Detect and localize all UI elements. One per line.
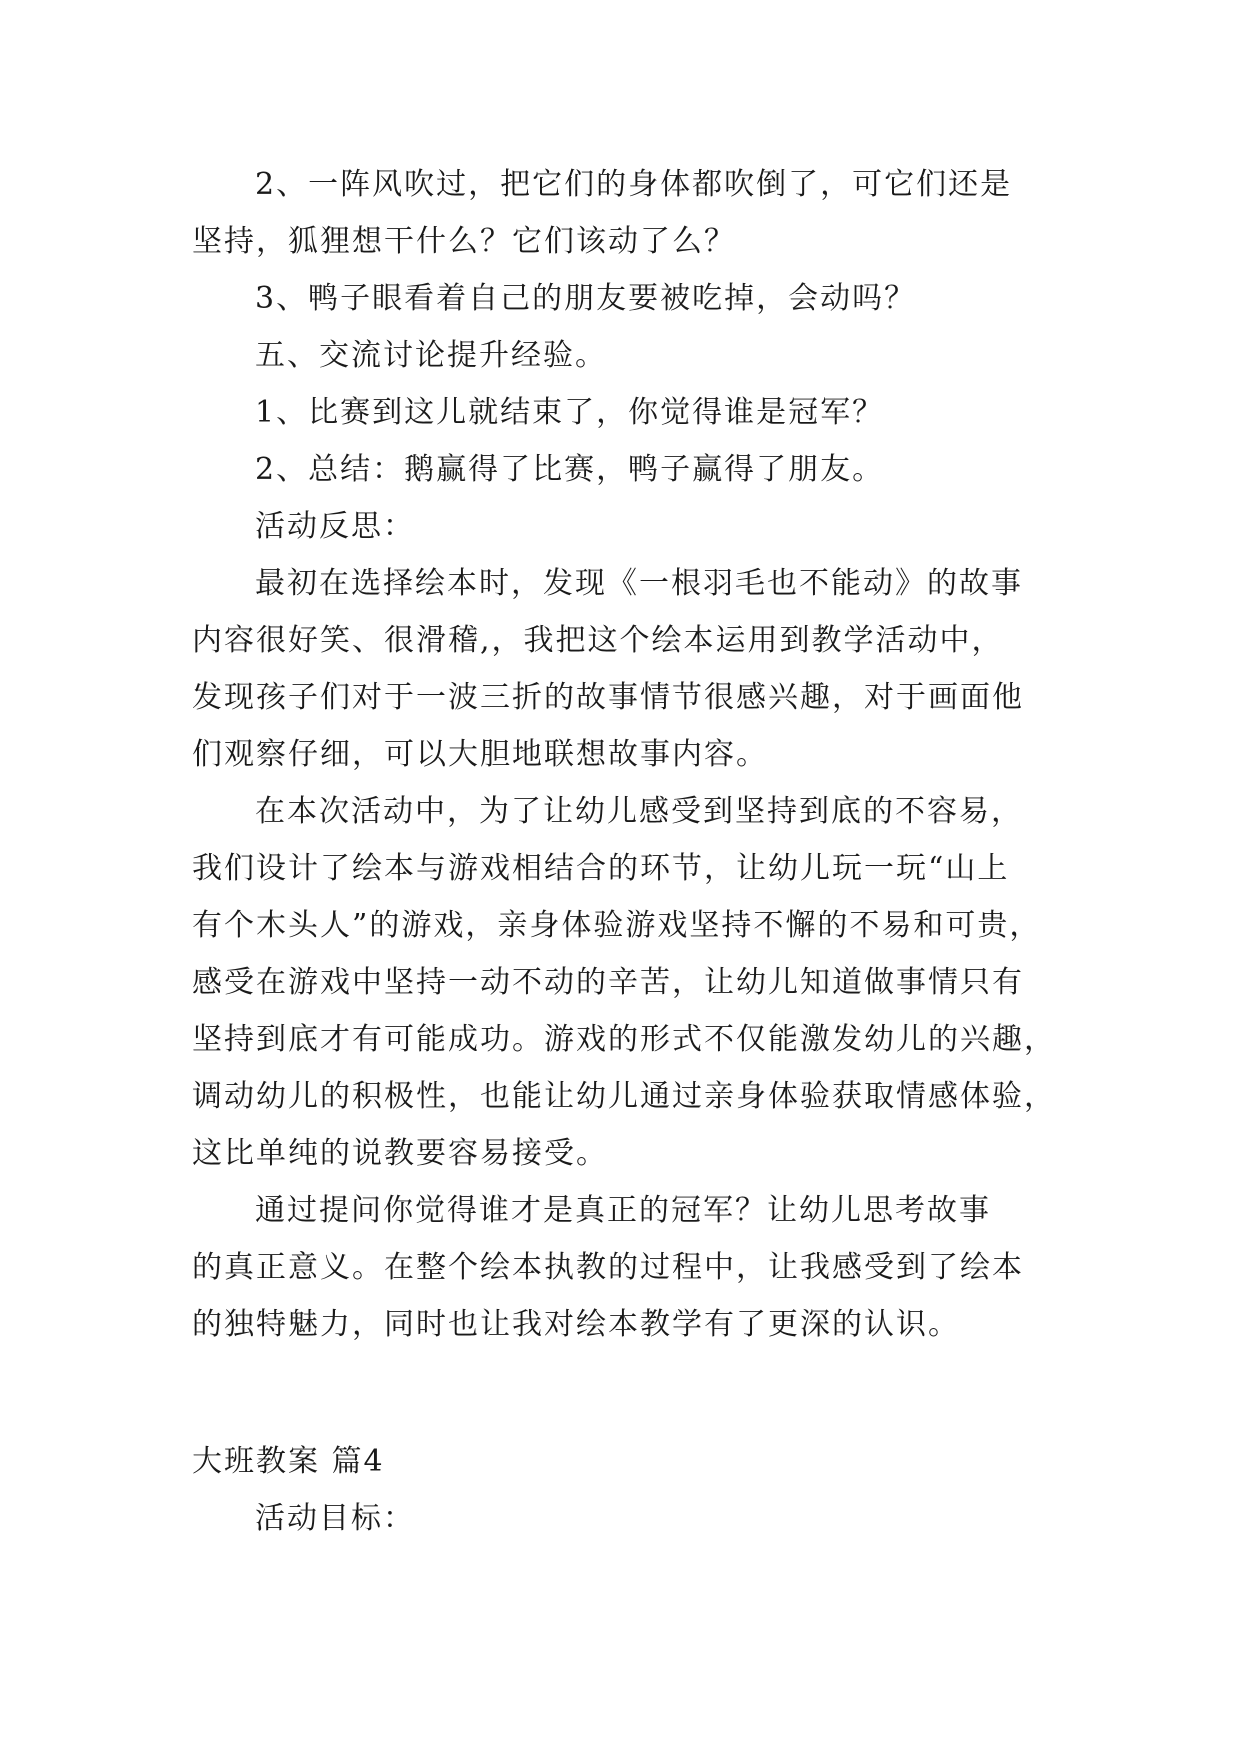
- text-line: 有个木头人”的游戏，亲身体验游戏坚持不懈的不易和可贵，: [192, 908, 1042, 943]
- text-line: 坚持到底才有可能成功。游戏的形式不仅能激发幼儿的兴趣，: [192, 1022, 1056, 1057]
- text-line: 在本次活动中，为了让幼儿感受到坚持到底的不容易，: [255, 794, 1023, 829]
- text-line: 的真正意义。在整个绘本执教的过程中，让我感受到了绘本: [192, 1250, 1024, 1285]
- text-line: 调动幼儿的积极性，也能让幼儿通过亲身体验获取情感体验，: [192, 1079, 1056, 1114]
- text-line: 1、比赛到这儿就结束了，你觉得谁是冠军？: [255, 395, 885, 430]
- text-line: 3、鸭子眼看着自己的朋友要被吃掉，会动吗？: [255, 281, 917, 316]
- text-line: 坚持，狐狸想干什么？它们该动了么？: [192, 224, 736, 259]
- section-heading: 五、交流讨论提升经验。: [255, 338, 607, 373]
- text-line: 内容很好笑、很滑稽,，我把这个绘本运用到教学活动中，: [192, 623, 1004, 658]
- text-line: 的独特魅力，同时也让我对绘本教学有了更深的认识。: [192, 1307, 960, 1342]
- paragraph-gap: [192, 1353, 1052, 1433]
- subsection-heading: 活动反思：: [255, 509, 415, 544]
- text-line: 通过提问你觉得谁才是真正的冠军？让幼儿思考故事: [255, 1193, 991, 1228]
- text-line: 这比单纯的说教要容易接受。: [192, 1136, 608, 1171]
- document-body: [192, 156, 1056, 1547]
- subsection-heading: 活动目标：: [255, 1501, 415, 1536]
- text-line: 们观察仔细，可以大胆地联想故事内容。: [192, 737, 768, 772]
- text-line: 我们设计了绘本与游戏相结合的环节，让幼儿玩一玩“山上: [192, 851, 1010, 886]
- text-line: 发现孩子们对于一波三折的故事情节很感兴趣，对于画面他: [192, 680, 1024, 715]
- document-section-title: 大班教案 篇4: [192, 1444, 385, 1479]
- text-line: 最初在选择绘本时，发现《一根羽毛也不能动》的故事: [255, 566, 1023, 601]
- text-line: 感受在游戏中坚持一动不动的辛苦，让幼儿知道做事情只有: [192, 965, 1024, 1000]
- text-line: 2、总结：鹅赢得了比赛，鸭子赢得了朋友。: [255, 452, 885, 487]
- text-line: 2、一阵风吹过，把它们的身体都吹倒了，可它们还是: [255, 167, 1013, 202]
